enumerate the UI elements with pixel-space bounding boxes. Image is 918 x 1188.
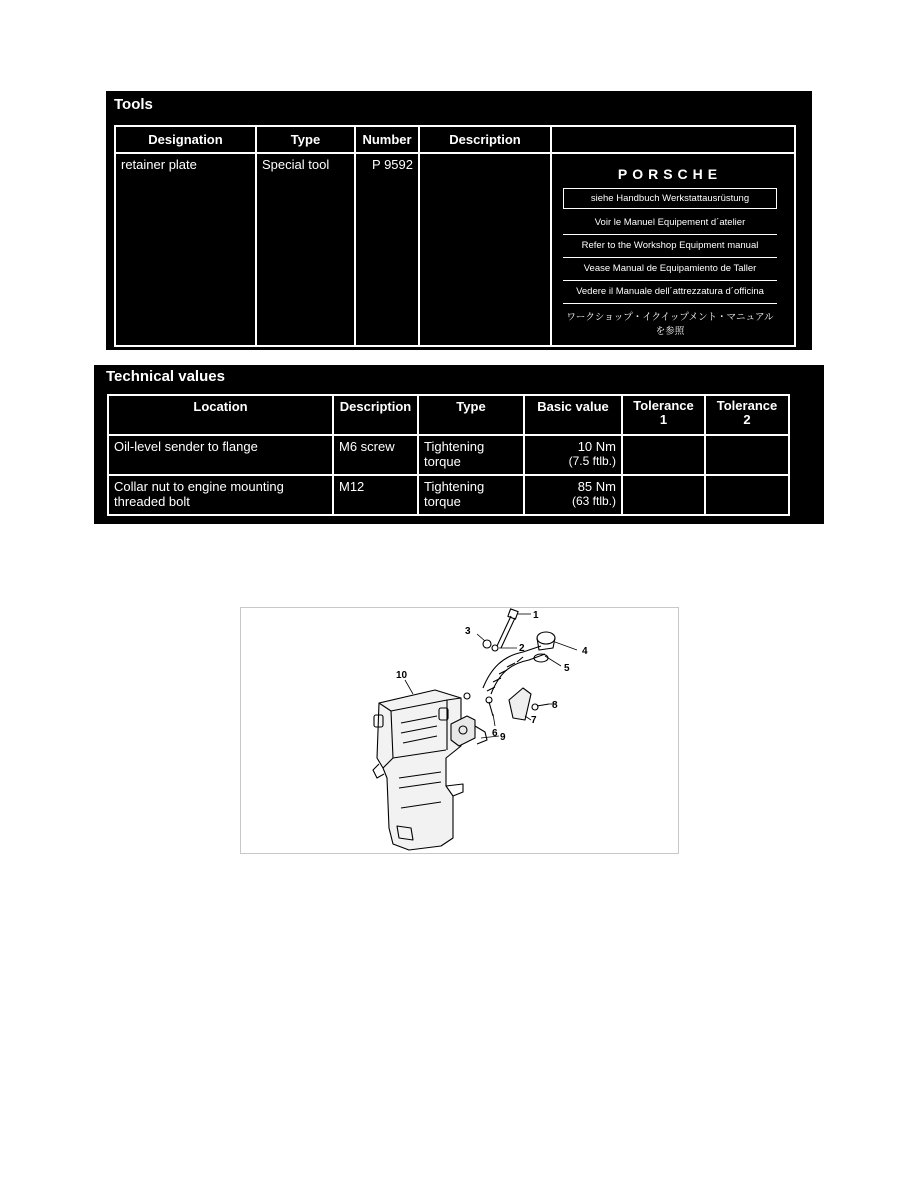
tolerance-1-line-a: Tolerance bbox=[633, 398, 694, 413]
porsche-ref-line: Vease Manual de Equipamiento de Taller bbox=[563, 258, 777, 281]
porsche-ref-line: siehe Handbuch Werkstattausrüstung bbox=[563, 188, 777, 209]
tools-header-image bbox=[551, 126, 795, 153]
tech-location bbox=[108, 475, 333, 515]
technical-values-title: Technical values bbox=[106, 368, 225, 385]
tech-location bbox=[108, 435, 333, 475]
callout-1: 1 bbox=[533, 610, 539, 621]
callout-2: 2 bbox=[519, 643, 525, 654]
tech-basic-value-nm: 10 Nm bbox=[577, 439, 616, 454]
tech-basic-value-ftlb: (7.5 ftlb.) bbox=[568, 454, 616, 468]
tech-location-line-b: threaded bolt bbox=[114, 494, 190, 509]
tech-description: M12 bbox=[333, 475, 418, 515]
porsche-reference-box bbox=[563, 166, 777, 343]
tools-header-description: Description bbox=[419, 126, 551, 153]
tech-type bbox=[418, 435, 524, 475]
oil-sender-assembly-drawing bbox=[241, 608, 678, 853]
tolerance-2-line-b: 2 bbox=[743, 412, 751, 427]
tool-type: Special tool bbox=[256, 153, 355, 346]
table-row bbox=[108, 475, 789, 515]
technical-values-table bbox=[107, 394, 790, 516]
tools-title: Tools bbox=[114, 96, 153, 113]
tech-type-line-b: torque bbox=[424, 494, 461, 509]
tech-type-line-b: torque bbox=[424, 454, 461, 469]
tolerance-1-line-b: 1 bbox=[659, 412, 668, 427]
tech-tolerance-1 bbox=[622, 475, 705, 515]
tools-header-type: Type bbox=[256, 126, 355, 153]
tech-header-type: Type bbox=[418, 395, 524, 435]
tool-designation: retainer plate bbox=[115, 153, 256, 346]
tech-header-tolerance-2 bbox=[705, 395, 789, 435]
tool-description bbox=[419, 153, 551, 346]
callout-4: 4 bbox=[582, 646, 588, 657]
tech-basic-value bbox=[524, 435, 622, 475]
tech-header-tolerance-1 bbox=[622, 395, 705, 435]
porsche-ref-line: Vedere il Manuale dell´attrezzatura d´officina bbox=[563, 281, 777, 304]
table-row bbox=[108, 435, 789, 475]
tech-tolerance-1 bbox=[622, 435, 705, 475]
porsche-ref-line: Voir le Manuel Equipement d´atelier bbox=[563, 212, 777, 235]
tech-basic-value-ftlb: (63 ftlb.) bbox=[571, 494, 616, 508]
tech-type-line-a: Tightening bbox=[424, 479, 485, 494]
tech-basic-value bbox=[524, 475, 622, 515]
porsche-logo: PORSCHE bbox=[617, 166, 723, 182]
callout-8: 8 bbox=[552, 700, 558, 711]
callout-9: 9 bbox=[500, 732, 506, 743]
tech-type bbox=[418, 475, 524, 515]
tech-type-line-a: Tightening bbox=[424, 439, 485, 454]
tech-header-location: Location bbox=[108, 395, 333, 435]
porsche-ref-line: Refer to the Workshop Equipment manual bbox=[563, 235, 777, 258]
callout-6: 6 bbox=[492, 728, 498, 739]
porsche-ref-line: ワークショップ・イクイップメント・マニュアルを参照 bbox=[566, 312, 774, 337]
tools-header-number: Number bbox=[355, 126, 419, 153]
tools-header-designation: Designation bbox=[115, 126, 256, 153]
tech-tolerance-2 bbox=[705, 435, 789, 475]
tech-location-line: Oil-level sender to flange bbox=[114, 439, 258, 454]
tool-number: P 9592 bbox=[355, 153, 419, 346]
tech-header-description: Description bbox=[333, 395, 418, 435]
callout-7: 7 bbox=[531, 715, 537, 726]
callout-3: 3 bbox=[465, 626, 471, 637]
tech-tolerance-2 bbox=[705, 475, 789, 515]
exploded-diagram bbox=[240, 607, 679, 854]
tech-basic-value-nm: 85 Nm bbox=[577, 479, 616, 494]
callout-5: 5 bbox=[564, 663, 570, 674]
tech-header-basic-value: Basic value bbox=[524, 395, 622, 435]
tolerance-2-line-a: Tolerance bbox=[716, 398, 778, 413]
callout-10: 10 bbox=[396, 670, 408, 681]
tech-description: M6 screw bbox=[333, 435, 418, 475]
tech-location-line-a: Collar nut to engine mounting bbox=[114, 479, 284, 494]
